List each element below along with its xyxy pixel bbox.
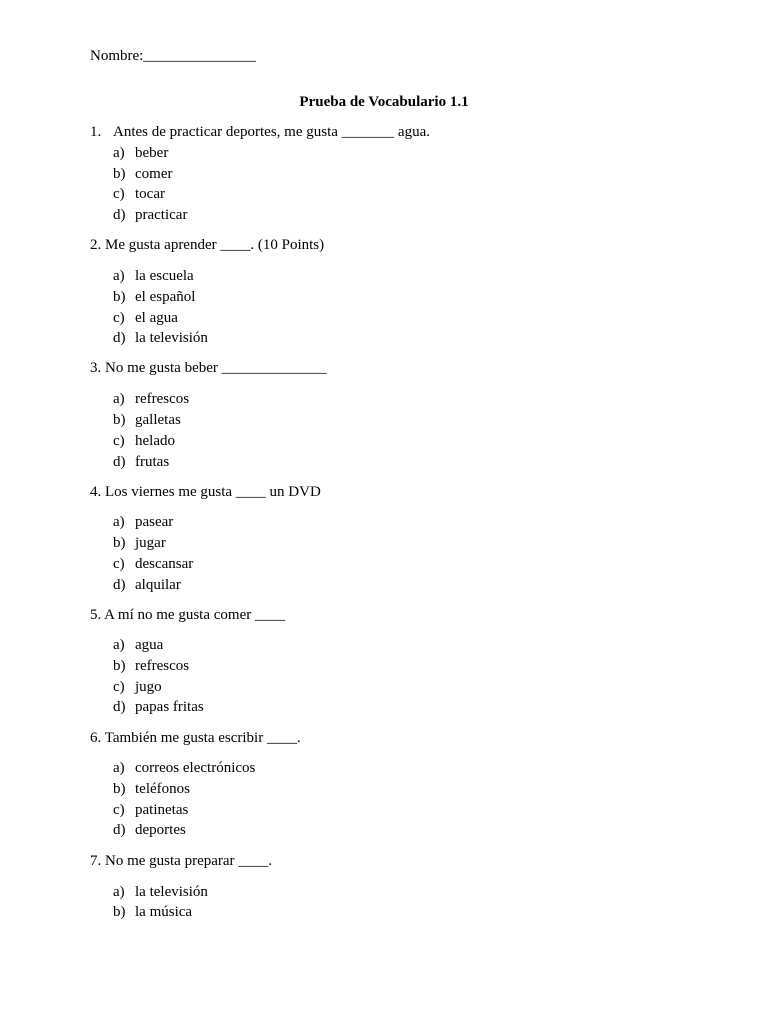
question-text: Antes de practicar deportes, me gusta _______ agua.	[113, 124, 430, 140]
option-5d	[113, 698, 204, 716]
question-3: 3. No me gusta beber ______________	[90, 360, 327, 376]
option-1d	[113, 206, 187, 224]
option-letter: a)	[113, 145, 125, 161]
option-text: el español	[135, 289, 196, 305]
option-letter: c)	[113, 433, 125, 449]
option-letter: c)	[113, 556, 125, 572]
option-letter: c)	[113, 802, 125, 818]
option-5a	[113, 636, 163, 654]
option-2d	[113, 329, 208, 347]
option-2a	[113, 267, 194, 285]
option-letter: a)	[113, 637, 125, 653]
option-text: deportes	[135, 822, 186, 838]
option-letter: b)	[113, 412, 126, 428]
option-letter: b)	[113, 781, 126, 797]
question-4: 4. Los viernes me gusta ____ un DVD	[90, 484, 321, 500]
option-3b	[113, 411, 181, 429]
option-6a	[113, 759, 255, 777]
option-text: correos electrónicos	[135, 760, 256, 776]
option-text: comer	[135, 166, 173, 182]
option-text: la televisión	[135, 884, 208, 900]
option-7b	[113, 903, 192, 921]
option-letter: c)	[113, 679, 125, 695]
option-1a	[113, 144, 168, 162]
option-text: pasear	[135, 514, 174, 530]
question-7: 7. No me gusta preparar ____.	[90, 853, 273, 869]
option-letter: c)	[113, 310, 125, 326]
option-text: alquilar	[135, 577, 181, 593]
option-text: patinetas	[135, 802, 189, 818]
option-text: refrescos	[135, 658, 190, 674]
option-letter: b)	[113, 658, 126, 674]
option-5b	[113, 657, 189, 675]
option-text: beber	[135, 145, 169, 161]
option-3a	[113, 390, 189, 408]
option-4c	[113, 555, 193, 573]
option-text: jugo	[135, 679, 162, 695]
option-letter: d)	[113, 330, 126, 346]
option-letter: b)	[113, 166, 126, 182]
question-1	[90, 123, 430, 141]
option-letter: d)	[113, 699, 126, 715]
option-1c	[113, 185, 165, 203]
option-letter: b)	[113, 289, 126, 305]
option-4d	[113, 576, 181, 594]
option-text: refrescos	[135, 391, 190, 407]
option-7a	[113, 883, 208, 901]
option-5c	[113, 678, 162, 696]
option-letter: d)	[113, 577, 126, 593]
name-field-label: Nombre:_______________	[90, 48, 256, 64]
option-text: agua	[135, 637, 164, 653]
option-text: la música	[135, 904, 193, 920]
option-letter: a)	[113, 760, 125, 776]
option-1b	[113, 165, 172, 183]
option-text: papas fritas	[135, 699, 204, 715]
option-4a	[113, 513, 173, 531]
option-text: el agua	[135, 310, 178, 326]
option-text: helado	[135, 433, 175, 449]
question-2: 2. Me gusta aprender ____. (10 Points)	[90, 237, 325, 253]
option-letter: d)	[113, 207, 126, 223]
option-text: la televisión	[135, 330, 208, 346]
option-6b	[113, 780, 190, 798]
option-text: jugar	[135, 535, 166, 551]
option-3c	[113, 432, 175, 450]
option-letter: c)	[113, 186, 125, 202]
option-2b	[113, 288, 195, 306]
question-5: 5. A mí no me gusta comer ____	[90, 607, 285, 623]
option-letter: d)	[113, 822, 126, 838]
option-letter: a)	[113, 884, 125, 900]
question-number: 1.	[90, 124, 102, 140]
option-4b	[113, 534, 166, 552]
option-letter: b)	[113, 535, 126, 551]
option-letter: a)	[113, 514, 125, 530]
option-text: galletas	[135, 412, 181, 428]
option-2c	[113, 309, 178, 327]
page-title: Prueba de Vocabulario 1.1	[299, 94, 469, 110]
option-6d	[113, 821, 186, 839]
option-text: practicar	[135, 207, 188, 223]
option-text: tocar	[135, 186, 165, 202]
question-6: 6. También me gusta escribir ____.	[90, 730, 301, 746]
option-text: teléfonos	[135, 781, 190, 797]
option-letter: d)	[113, 454, 126, 470]
option-text: frutas	[135, 454, 170, 470]
option-letter: a)	[113, 268, 125, 284]
option-letter: a)	[113, 391, 125, 407]
option-text: descansar	[135, 556, 194, 572]
option-text: la escuela	[135, 268, 194, 284]
option-6c	[113, 801, 188, 819]
option-letter: b)	[113, 904, 126, 920]
option-3d	[113, 453, 169, 471]
